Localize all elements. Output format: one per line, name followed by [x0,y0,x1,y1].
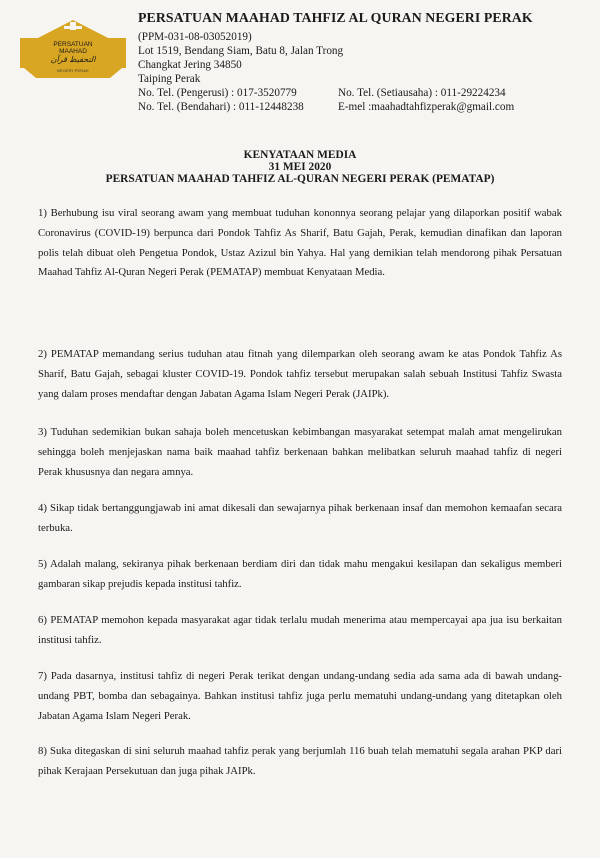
address-line: Changkat Jering 34850 [138,59,242,71]
logo-text-line1: PERSATUAN [53,41,93,48]
paragraph: 8) Suka ditegaskan di sini seluruh maahad tahfiz perak yang berjumlah 116 buah telah mematuhi segala arahan PKP dari pihak Kerajaan Persekutuan dan juga pihak JAIPk. [38,745,562,777]
statement-title: KENYATAAN MEDIA [243,149,357,161]
phone-chairman: No. Tel. (Pengerusi) : 017-3520779 [138,87,297,99]
paragraph: 3) Tuduhan sedemikian bukan sahaja boleh mencetuskan kebimbangan masyarakat setempat malah amat mengelirukan sehingga boleh menjejaskan nama baik maahad tahfiz berkenaan bahkan melibatkan seluruh maahad tahfiz di negeri Perak khususnya dan negara amnya. [38,426,562,478]
paragraph: 2) PEMATAP memandang serius tuduhan atau fitnah yang dilemparkan oleh seorang awam ke atas Pondok Tahfiz As Sharif, Batu Gajah, sebagai kluster COVID-19. Pondok tahfiz tersebut merupakan salah sebuah Institusi Tahfiz Swasta yang dalam proses mendaftar dengan Jabatan Agama Islam Negeri Perak (JAIPk). [38,348,562,400]
logo-text-line2: MAAHAD [59,48,87,55]
phone-secretary: No. Tel. (Setiausaha) : 011-29224234 [338,87,506,99]
phone-treasurer: No. Tel. (Bendahari) : 011-12448238 [138,101,304,113]
statement-date: 31 MEI 2020 [268,161,332,173]
address-line: Taiping Perak [138,73,201,85]
address-line: Lot 1519, Bendang Siam, Batu 8, Jalan Trong [138,45,344,57]
organization-logo [20,20,126,82]
paragraph: 6) PEMATAP memohon kepada masyarakat agar tidak terlalu mudah menerima atau mempercayai apa jua isu berkaitan institusi tahfiz. [38,614,562,646]
paragraph: 1) Berhubung isu viral seorang awam yang membuat tuduhan kononnya seorang pelajar yang dilaporkan positif wabak Coronavirus (COVID-19) berpunca dari Pondok Tahfiz As Sharif, Batu Gajah, Perak, kemudian dinafikan dan laporan polis telah dibuat oleh Pengetua Pondok, Ustaz Azizul bin Yahya. Hal yang demikian telah mendorong pihak Persatuan Maahad Tahfiz Al-Quran Negeri Perak (PEMATAP) membuat Kenyataan Media. [38,207,562,279]
paragraph: 5) Adalah malang, sekiranya pihak berkenaan berdiam diri dan tidak mahu mengakui kesilapan dan sekaligus memberi gambaran sikap prejudis kepada institusi tahfiz. [38,558,562,590]
email-address: E-mel :maahadtahfizperak@gmail.com [338,101,515,113]
paragraph: 7) Pada dasarnya, institusi tahfiz di negeri Perak terikat dengan undang-undang sedia ada sama ada di bawah undang-undang PBT, bomba dan sebagainya. Bahkan institusi tahfiz juga perlu mematuhi undang-undang yang ditetapkan oleh Jabatan Agama Islam Negeri Perak. [38,670,562,722]
logo-text-arabic: التحفيظ قرآن [50,55,96,64]
registration-number: (PPM-031-08-03052019) [138,31,252,43]
organization-name: PERSATUAN MAAHAD TAHFIZ AL QURAN NEGERI PERAK [138,10,533,25]
paragraph: 4) Sikap tidak bertanggungjawab ini amat dikesali dan sewajarnya pihak berkenaan insaf dan memohon kemaafan secara terbuka. [38,502,562,534]
statement-subtitle: PERSATUAN MAAHAD TAHFIZ AL-QURAN NEGERI PERAK (PEMATAP) [105,173,495,185]
logo-text-bottom: NEGERI PERAK [56,69,90,73]
